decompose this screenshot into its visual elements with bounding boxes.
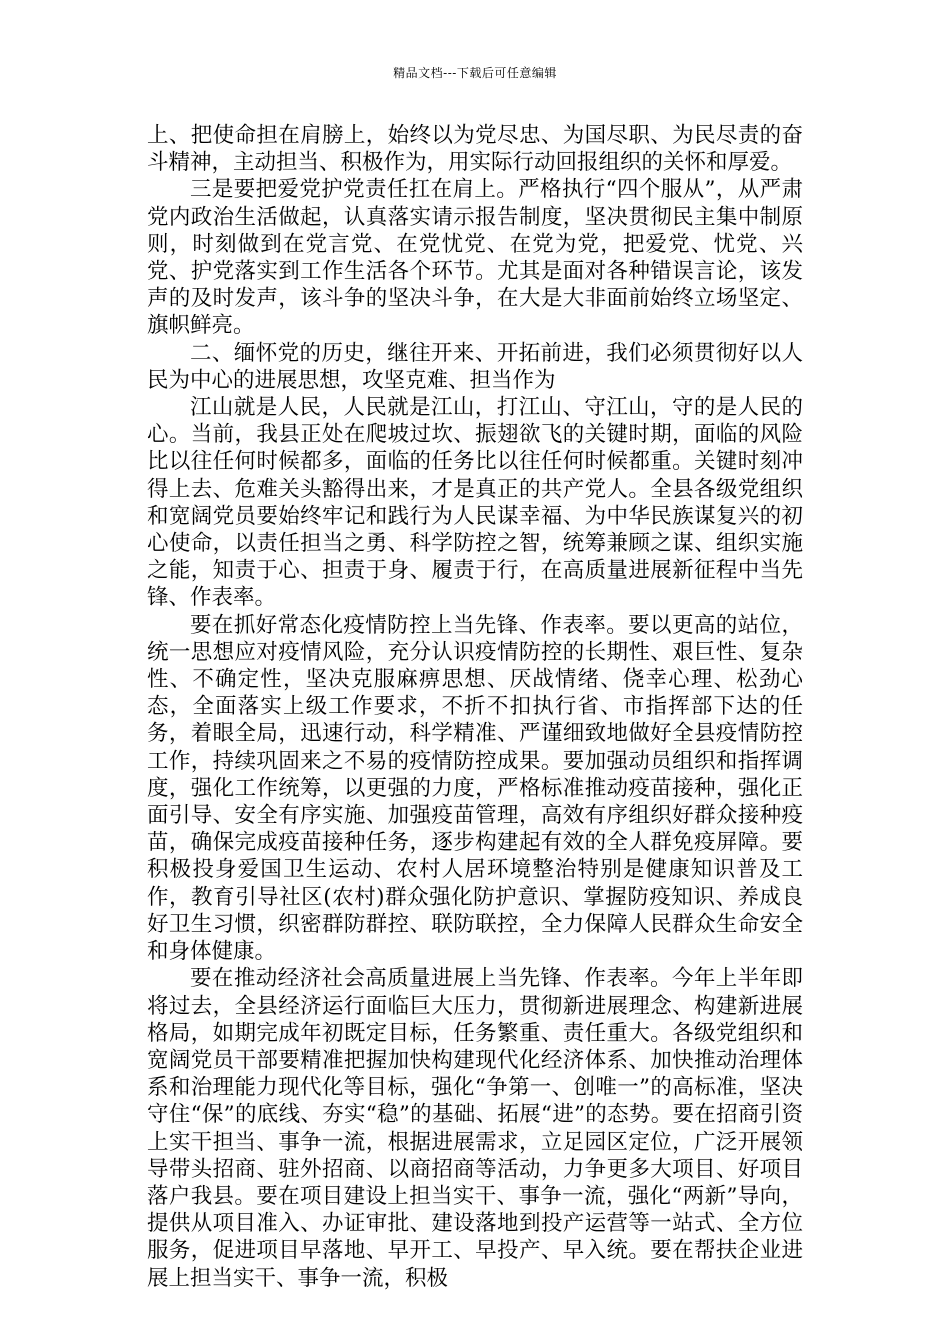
- paragraph-economic-development: 要在推动经济社会高质量进展上当先锋、作表率。今年上半年即将过去，全县经济运行面临巨大压力，贯彻新进展理念、构建新进展格局，如期完成年初既定目标，任务繁重、责任重大。各级党组织和宽阔党员干部要精准把握加快构建现代化经济体系、加快推动治理体系和治理能力现代化等目标，强化“争第一、创唯一”的高标准，坚决守住“保”的底线、夯实“稳”的基础、拓展“进”的态势。要在招商引资上实干担当、事争一流，根据进展需求，立足园区定位，广泛开展领导带头招商、驻外招商、以商招商等活动，力争更多大项目、好项目落户我县。要在项目建设上担当实干、事争一流，强化“两新”导向，提供从项目准入、办证审批、建设落地到投产运营等一站式、全方位服务，促进项目早落地、早开工、早投产、早入统。要在帮扶企业进展上担当实干、事争一流，积极: [147, 966, 803, 1291]
- document-body: [147, 122, 803, 1292]
- paragraph-people-centered: 江山就是人民，人民就是江山，打江山、守江山，守的是人民的心。当前，我县正处在爬坡过坎、振翅欲飞的关键时期，面临的风险比以往任何时候都多，面临的任务比以往任何时候都重。关键时刻冲得上去、危难关头豁得出来，才是真正的共产党人。全县各级党组织和宽阔党员要始终牢记和践行为人民谋幸福、为中华民族谋复兴的初心使命，以责任担当之勇、科学防控之智，统筹兼顾之谋、组织实施之能，知责于心、担责于身、履责于行，在高质量进展新征程中当先锋、作表率。: [147, 395, 803, 611]
- paragraph-continuation: 上、把使命担在肩膀上，始终以为党尽忠、为国尽职、为民尽责的奋斗精神，主动担当、积极作为，用实际行动回报组织的关怀和厚爱。: [147, 123, 803, 176]
- paragraph-duty-to-party: 三是要把爱党护党责任扛在肩上。严格执行“四个服从”，从严肃党内政治生活做起，认真落实请示报告制度，坚决贯彻民主集中制原则，时刻做到在党言党、在党忧党、在党为党，把爱党、忧党、兴党、护党落实到工作生活各个环节。尤其是面对各种错误言论，该发声的及时发声，该斗争的坚决斗争，在大是大非面前始终立场坚定、旗帜鲜亮。: [147, 177, 803, 339]
- section-heading-2: 二、缅怀党的历史，继往开来、开拓前进，我们必须贯彻好以人民为中心的进展思想，攻坚克难、担当作为: [147, 340, 803, 393]
- page-header: 精品文档---下载后可任意编辑: [393, 66, 557, 80]
- paragraph-epidemic-control: 要在抓好常态化疫情防控上当先锋、作表率。要以更高的站位，统一思想应对疫情风险，充分认识疫情防控的长期性、艰巨性、复杂性、不确定性，坚决克服麻痹思想、厌战情绪、侥幸心理、松劲心态，全面落实上级工作要求，不折不扣执行省、市指挥部下达的任务，着眼全局，迅速行动，科学精准、严谨细致地做好全县疫情防控工作，持续巩固来之不易的疫情防控成果。要加强动员组织和指挥调度，强化工作统筹，以更强的力度，严格标准推动疫苗接种，强化正面引导、安全有序实施、加强疫苗管理，高效有序组织好群众接种疫苗，确保完成疫苗接种任务，逐步构建起有效的全人群免疫屏障。要积极投身爱国卫生运动、农村人居环境整治特别是健康知识普及工作，教育引导社区(农村)群众强化防护意识、掌握防疫知识、养成良好卫生习惯，织密群防群控、联防联控，全力保障人民群众生命安全和身体健康。: [147, 612, 803, 965]
